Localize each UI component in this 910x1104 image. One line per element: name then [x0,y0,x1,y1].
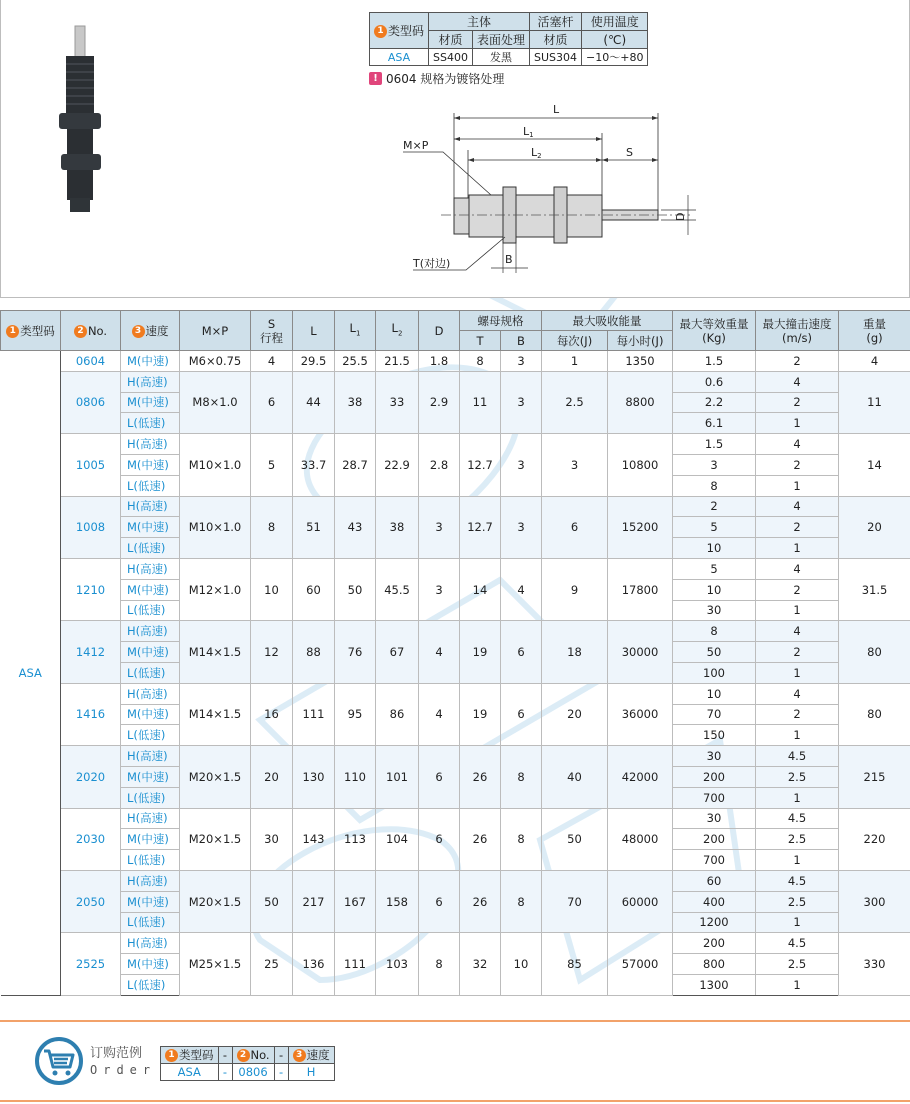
eq-weight-cell: 1.5 [673,351,756,372]
model-no-cell: 1008 [61,496,121,558]
weight-cell: 14 [839,434,910,496]
nut-B-cell: 4 [501,558,542,620]
stroke-cell: 50 [251,870,293,932]
model-no-cell: 0806 [61,371,121,433]
energy-hour-cell: 10800 [608,434,673,496]
length-L-cell: 143 [293,808,335,870]
weight-cell: 4 [839,351,910,372]
length-L1-cell: 111 [335,933,376,995]
weight-cell: 80 [839,683,910,745]
speed-cell: L(低速) [121,538,180,559]
impact-speed-cell: 2.5 [756,891,839,912]
eq-weight-cell: 10 [673,683,756,704]
nut-T-cell: 11 [460,371,501,433]
header-stroke: S 行程 [251,311,293,351]
thread-cell: M8×1.0 [180,371,251,433]
speed-cell: L(低速) [121,725,180,746]
diameter-D-cell: 4 [419,621,460,683]
nut-T-cell: 32 [460,933,501,995]
energy-hour-cell: 15200 [608,496,673,558]
nut-T-cell: 12.7 [460,434,501,496]
nut-T-cell: 19 [460,621,501,683]
speed-cell: H(高速) [121,683,180,704]
eq-weight-cell: 2.2 [673,392,756,413]
nut-T-cell: 26 [460,870,501,932]
thread-cell: M20×1.5 [180,870,251,932]
energy-hour-cell: 36000 [608,683,673,745]
impact-speed-cell: 2 [756,642,839,663]
plating-note [369,70,504,87]
impact-speed-cell: 2 [756,454,839,475]
length-L1-cell: 43 [335,496,376,558]
header-L1: $L_1$ [335,311,376,351]
diameter-D-cell: 1.8 [419,351,460,372]
thread-cell: M14×1.5 [180,683,251,745]
svg-text:L1: L1 [523,125,534,139]
col-rod-material: 材质 [530,31,582,49]
stroke-cell: 6 [251,371,293,433]
model-no-cell: 1416 [61,683,121,745]
diameter-D-cell: 3 [419,558,460,620]
eq-weight-cell: 30 [673,600,756,621]
length-L2-cell: 104 [376,808,419,870]
svg-text:M×P: M×P [403,139,429,152]
speed-cell: L(低速) [121,475,180,496]
header-no: 2 No. [61,311,121,351]
dimension-drawing [391,95,711,280]
header-eq-weight: 最大等效重量 (Kg) [673,311,756,351]
length-L1-cell: 76 [335,621,376,683]
order-value-no: 0806 [232,1064,274,1081]
impact-speed-cell: 1 [756,912,839,933]
order-header-type: 1 类型码 [161,1047,219,1064]
product-overview-panel [0,0,910,298]
svg-text:L: L [553,103,560,116]
energy-hour-cell: 48000 [608,808,673,870]
order-title: 订购范例 Order [90,1046,157,1077]
eq-weight-cell: 200 [673,829,756,850]
table-row [1,746,910,767]
eq-weight-cell: 50 [673,642,756,663]
energy-per-cell: 20 [542,683,608,745]
eq-weight-cell: 5 [673,517,756,538]
eq-weight-cell: 8 [673,475,756,496]
impact-speed-cell: 1 [756,475,839,496]
speed-cell: H(高速) [121,746,180,767]
length-L-cell: 60 [293,558,335,620]
speed-cell: L(低速) [121,974,180,995]
length-L2-cell: 158 [376,870,419,932]
eq-weight-cell: 60 [673,870,756,891]
impact-speed-cell: 4 [756,434,839,455]
impact-speed-cell: 1 [756,413,839,434]
eq-weight-cell: 800 [673,954,756,975]
header-L2: $L_2$ [376,311,419,351]
speed-cell: M(中速) [121,579,180,600]
energy-per-cell: 9 [542,558,608,620]
length-L2-cell: 45.5 [376,558,419,620]
header-nut-spec: 螺母规格 [460,311,542,331]
header-mxp: M×P [180,311,251,351]
thread-cell: M25×1.5 [180,933,251,995]
col-temp-unit: (℃) [582,31,648,49]
diameter-D-cell: 3 [419,496,460,558]
nut-B-cell: 3 [501,371,542,433]
eq-weight-cell: 1300 [673,974,756,995]
col-body: 主体 [429,13,530,31]
length-L1-cell: 28.7 [335,434,376,496]
weight-cell: 300 [839,870,910,932]
stroke-cell: 10 [251,558,293,620]
header-energy-per: 每次(J) [542,331,608,351]
nut-B-cell: 6 [501,621,542,683]
weight-cell: 11 [839,371,910,433]
eq-weight-cell: 8 [673,621,756,642]
thread-cell: M20×1.5 [180,746,251,808]
order-header-speed: 3 速度 [288,1047,334,1064]
length-L-cell: 44 [293,371,335,433]
speed-cell: L(低速) [121,912,180,933]
table-row [1,933,910,954]
energy-hour-cell: 30000 [608,621,673,683]
speed-cell: M(中速) [121,642,180,663]
energy-hour-cell: 17800 [608,558,673,620]
svg-text:L2: L2 [531,146,542,160]
specification-table [0,310,910,996]
weight-cell: 80 [839,621,910,683]
weight-cell: 215 [839,746,910,808]
speed-cell: M(中速) [121,891,180,912]
length-L-cell: 51 [293,496,335,558]
table-row [1,496,910,517]
speed-cell: M(中速) [121,954,180,975]
impact-speed-cell: 2 [756,704,839,725]
nut-B-cell: 8 [501,746,542,808]
col-body-material: 材质 [429,31,473,49]
length-L2-cell: 22.9 [376,434,419,496]
stroke-cell: 12 [251,621,293,683]
stroke-cell: 5 [251,434,293,496]
speed-cell: M(中速) [121,704,180,725]
table-row [1,808,910,829]
length-L2-cell: 67 [376,621,419,683]
eq-weight-cell: 1200 [673,912,756,933]
model-no-cell: 2020 [61,746,121,808]
col-temp: 使用温度 [582,13,648,31]
length-L1-cell: 25.5 [335,351,376,372]
diameter-D-cell: 2.8 [419,434,460,496]
speed-cell: L(低速) [121,600,180,621]
length-L1-cell: 113 [335,808,376,870]
nut-B-cell: 3 [501,434,542,496]
nut-B-cell: 10 [501,933,542,995]
diameter-D-cell: 6 [419,808,460,870]
eq-weight-cell: 5 [673,558,756,579]
length-L2-cell: 101 [376,746,419,808]
energy-per-cell: 1 [542,351,608,372]
speed-cell: L(低速) [121,850,180,871]
impact-speed-cell: 4.5 [756,870,839,891]
nut-B-cell: 6 [501,683,542,745]
speed-cell: L(低速) [121,787,180,808]
eq-weight-cell: 1.5 [673,434,756,455]
eq-weight-cell: 150 [673,725,756,746]
impact-speed-cell: 1 [756,600,839,621]
impact-speed-cell: 1 [756,787,839,808]
header-speed: 3 速度 [121,311,180,351]
impact-speed-cell: 4.5 [756,746,839,767]
header-weight: 重量 (g) [839,311,910,351]
length-L2-cell: 38 [376,496,419,558]
nut-T-cell: 26 [460,808,501,870]
model-no-cell: 0604 [61,351,121,372]
speed-cell: H(高速) [121,558,180,579]
type-value: ASA [370,49,429,66]
diameter-D-cell: 2.9 [419,371,460,433]
impact-speed-cell: 1 [756,850,839,871]
order-example-table: 1 类型码 - 2 No. - 3 速度 ASA - 0806 - H [160,1046,335,1081]
impact-speed-cell: 4 [756,371,839,392]
order-value-speed: H [288,1064,334,1081]
stroke-cell: 4 [251,351,293,372]
length-L2-cell: 86 [376,683,419,745]
eq-weight-cell: 100 [673,662,756,683]
stroke-cell: 8 [251,496,293,558]
impact-speed-cell: 4 [756,683,839,704]
eq-weight-cell: 200 [673,933,756,954]
length-L-cell: 130 [293,746,335,808]
impact-speed-cell: 2 [756,392,839,413]
length-L1-cell: 167 [335,870,376,932]
temp-value: −10〜+80 [582,49,648,66]
length-L-cell: 29.5 [293,351,335,372]
speed-cell: M(中速) [121,829,180,850]
nut-T-cell: 19 [460,683,501,745]
svg-text:D: D [674,212,687,221]
diameter-D-cell: 6 [419,746,460,808]
energy-hour-cell: 42000 [608,746,673,808]
weight-cell: 220 [839,808,910,870]
note-text: 0604 规格为镀铬处理 [386,72,505,86]
length-L-cell: 136 [293,933,335,995]
model-no-cell: 1005 [61,434,121,496]
impact-speed-cell: 4.5 [756,808,839,829]
col-rod: 活塞杆 [530,13,582,31]
impact-speed-cell: 2.5 [756,954,839,975]
thread-cell: M12×1.0 [180,558,251,620]
order-header-no: 2 No. [232,1047,274,1064]
model-no-cell: 2030 [61,808,121,870]
energy-per-cell: 6 [542,496,608,558]
energy-hour-cell: 8800 [608,371,673,433]
model-no-cell: 2525 [61,933,121,995]
energy-per-cell: 50 [542,808,608,870]
length-L2-cell: 21.5 [376,351,419,372]
speed-cell: L(低速) [121,413,180,434]
impact-speed-cell: 2 [756,517,839,538]
speed-cell: M(中速) [121,766,180,787]
energy-per-cell: 18 [542,621,608,683]
impact-speed-cell: 1 [756,974,839,995]
energy-per-cell: 40 [542,746,608,808]
energy-per-cell: 2.5 [542,371,608,433]
diameter-D-cell: 4 [419,683,460,745]
body-material-value: SS400 [429,49,473,66]
thread-cell: M10×1.0 [180,434,251,496]
nut-B-cell: 3 [501,496,542,558]
speed-cell: H(高速) [121,870,180,891]
header-nut-T: T [460,331,501,351]
table-row [1,351,910,372]
svg-text:T(对边): T(对边) [413,257,451,270]
order-value-type: ASA [161,1064,219,1081]
length-L1-cell: 95 [335,683,376,745]
energy-per-cell: 85 [542,933,608,995]
impact-speed-cell: 2.5 [756,766,839,787]
impact-speed-cell: 4 [756,621,839,642]
impact-speed-cell: 4 [756,496,839,517]
stroke-cell: 30 [251,808,293,870]
thread-cell: M6×0.75 [180,351,251,372]
table-row [1,870,910,891]
speed-cell: H(高速) [121,808,180,829]
table-row [1,621,910,642]
nut-B-cell: 8 [501,808,542,870]
length-L1-cell: 38 [335,371,376,433]
speed-cell: H(高速) [121,371,180,392]
weight-cell: 20 [839,496,910,558]
type-code-cell: ASA [1,351,61,996]
surface-value: 发黑 [472,49,529,66]
model-no-cell: 1412 [61,621,121,683]
speed-cell: M(中速) [121,454,180,475]
impact-speed-cell: 2 [756,351,839,372]
eq-weight-cell: 3 [673,454,756,475]
weight-cell: 330 [839,933,910,995]
eq-weight-cell: 30 [673,746,756,767]
nut-T-cell: 26 [460,746,501,808]
stroke-cell: 16 [251,683,293,745]
thread-cell: M20×1.5 [180,808,251,870]
energy-hour-cell: 1350 [608,351,673,372]
impact-speed-cell: 2 [756,579,839,600]
rod-material-value: SUS304 [530,49,582,66]
eq-weight-cell: 700 [673,787,756,808]
table-row [1,683,910,704]
speed-cell: H(高速) [121,434,180,455]
nut-T-cell: 8 [460,351,501,372]
thread-cell: M10×1.0 [180,496,251,558]
impact-speed-cell: 4.5 [756,933,839,954]
nut-B-cell: 8 [501,870,542,932]
header-max-energy: 最大吸收能量 [542,311,673,331]
eq-weight-cell: 700 [673,850,756,871]
eq-weight-cell: 30 [673,808,756,829]
eq-weight-cell: 400 [673,891,756,912]
product-photo [41,18,131,218]
material-table [369,12,648,66]
warning-icon: ! [369,72,382,85]
model-no-cell: 1210 [61,558,121,620]
order-example-panel [0,1020,910,1102]
length-L-cell: 111 [293,683,335,745]
length-L1-cell: 50 [335,558,376,620]
col-surface: 表面处理 [472,31,529,49]
energy-hour-cell: 57000 [608,933,673,995]
eq-weight-cell: 70 [673,704,756,725]
eq-weight-cell: 200 [673,766,756,787]
header-impact-speed: 最大撞击速度 (m/s) [756,311,839,351]
table-row [1,558,910,579]
length-L2-cell: 103 [376,933,419,995]
speed-cell: H(高速) [121,621,180,642]
diameter-D-cell: 8 [419,933,460,995]
speed-cell: H(高速) [121,933,180,954]
speed-cell: M(中速) [121,517,180,538]
eq-weight-cell: 0.6 [673,371,756,392]
col-type-code: 1 类型码 [370,13,429,49]
eq-weight-cell: 2 [673,496,756,517]
eq-weight-cell: 6.1 [673,413,756,434]
impact-speed-cell: 4 [756,558,839,579]
energy-per-cell: 3 [542,434,608,496]
model-no-cell: 2050 [61,870,121,932]
diameter-D-cell: 6 [419,870,460,932]
speed-cell: L(低速) [121,662,180,683]
impact-speed-cell: 1 [756,538,839,559]
speed-cell: H(高速) [121,496,180,517]
energy-hour-cell: 60000 [608,870,673,932]
table-row [1,371,910,392]
weight-cell: 31.5 [839,558,910,620]
eq-weight-cell: 10 [673,579,756,600]
impact-speed-cell: 1 [756,725,839,746]
length-L-cell: 88 [293,621,335,683]
length-L2-cell: 33 [376,371,419,433]
speed-cell: M(中速) [121,392,180,413]
header-D: D [419,311,460,351]
nut-T-cell: 14 [460,558,501,620]
length-L-cell: 217 [293,870,335,932]
header-type-code: 1 类型码 [1,311,61,351]
energy-per-cell: 70 [542,870,608,932]
svg-text:B: B [505,253,513,266]
shopping-cart-icon [34,1036,84,1086]
nut-B-cell: 3 [501,351,542,372]
table-row [1,434,910,455]
speed-cell: M(中速) [121,351,180,372]
header-energy-hour: 每小时(J) [608,331,673,351]
impact-speed-cell: 1 [756,662,839,683]
svg-text:S: S [626,146,633,159]
stroke-cell: 25 [251,933,293,995]
length-L-cell: 33.7 [293,434,335,496]
thread-cell: M14×1.5 [180,621,251,683]
header-nut-B: B [501,331,542,351]
eq-weight-cell: 10 [673,538,756,559]
length-L1-cell: 110 [335,746,376,808]
nut-T-cell: 12.7 [460,496,501,558]
stroke-cell: 20 [251,746,293,808]
impact-speed-cell: 2.5 [756,829,839,850]
header-L: L [293,311,335,351]
